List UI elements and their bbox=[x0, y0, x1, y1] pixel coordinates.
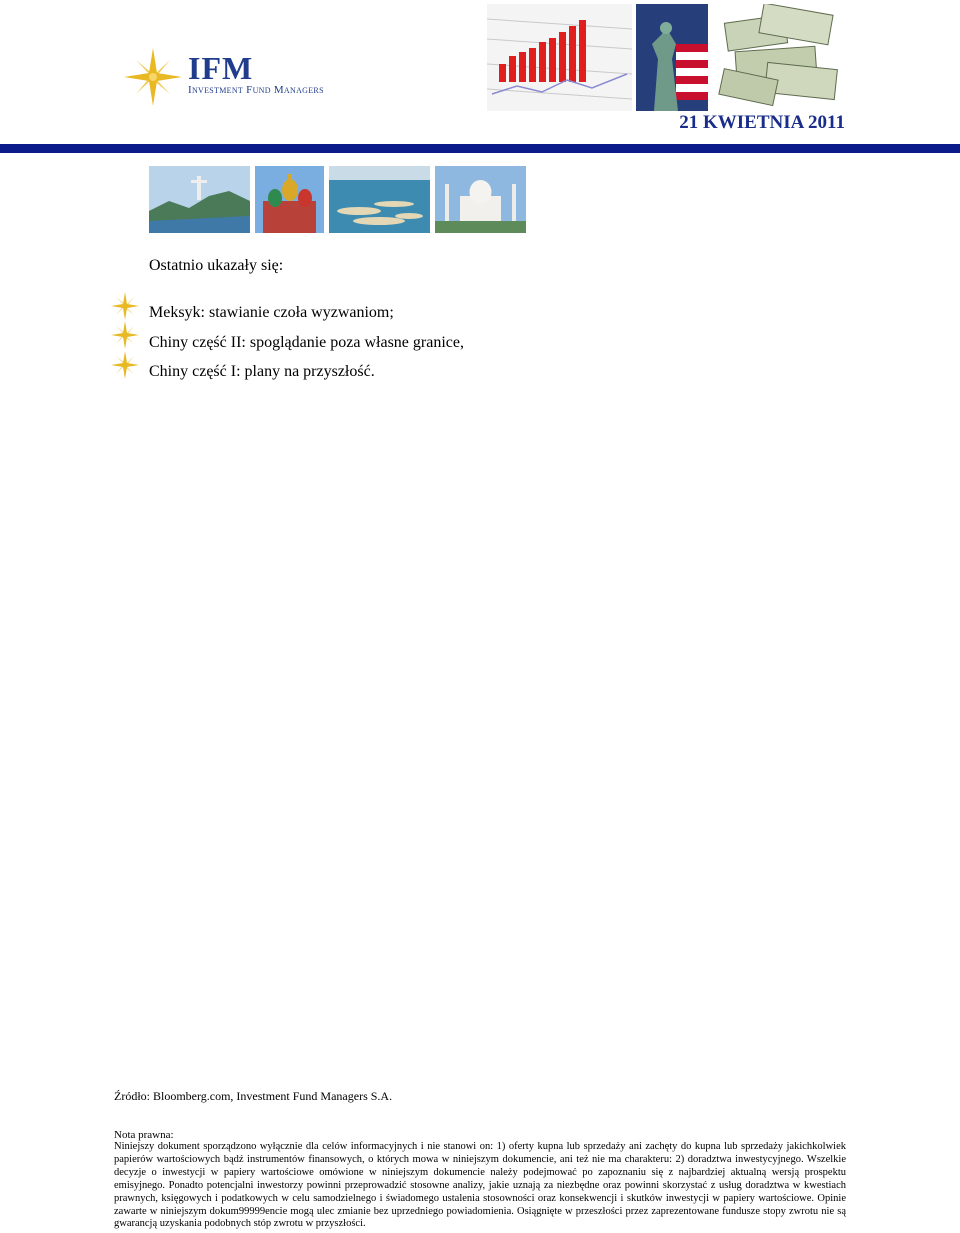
dollar-bills-photo bbox=[716, 4, 844, 111]
star-bullet-icon bbox=[110, 320, 140, 350]
recent-publications-heading: Ostatnio ukazały się: bbox=[149, 257, 284, 274]
star-bullet-icon bbox=[110, 291, 140, 321]
logo-wordmark: IFM bbox=[188, 50, 254, 86]
rio-graphic bbox=[149, 166, 250, 233]
legal-note-title: Nota prawna: bbox=[114, 1129, 174, 1141]
palm-graphic bbox=[329, 166, 430, 233]
moscow-cathedral-photo bbox=[255, 166, 324, 233]
stock-chart-photo bbox=[487, 4, 632, 111]
liberty-graphic bbox=[636, 4, 708, 111]
ifm-logo bbox=[124, 48, 339, 108]
money-graphic bbox=[716, 4, 844, 111]
logo-subtitle: Investment Fund Managers bbox=[188, 84, 324, 96]
header-divider bbox=[0, 144, 960, 153]
report-date: 21 KWIETNIA 2011 bbox=[679, 112, 845, 133]
star-bullet-icon bbox=[110, 350, 140, 380]
taj-mahal-photo bbox=[435, 166, 526, 233]
moscow-graphic bbox=[255, 166, 324, 233]
source-note: Źródło: Bloomberg.com, Investment Fund Managers S.A. bbox=[114, 1089, 393, 1103]
statue-of-liberty-photo bbox=[636, 4, 708, 111]
legal-note-text: Niniejszy dokument sporządzono wyłącznie dla celów informacyjnych i nie stanowi on: 1) oferty kupna lub sprzedaży ani zachęty do kupna lub sprzedaży jakichkolwiek papierów wartościowych bądź instrumentów finansowych, o których mowa w niniejszym dokumencie, ani też nie ma charakteru: 2) doradztwa inwestycyjnego. Wszelkie decyzje o inwestycji w papiery wartościowe omówione w niniejszym dokumencie należy podejmować po zapoznaniu się z najbardziej aktualną wersją prospektu emisyjnego. Ponadto potencjalni inwestorzy powinni przeprowadzić stosowne analizy, jakie uznają za niezbędne oraz powinni skorzystać z usług doradztwa w kwestiach prawnych, księgowych i podatkowych w celu samodzielnego i świadomego ustalenia stosowności oraz konsekwencji i skutków inwestycji w papiery wartościowe. Opinie zawarte w niniejszym dokum99999encie mogą ulec zmianie bez uprzedniego powiadomienia. Osiągnięte w przeszłości przez zaprezentowane fundusze stopy zwrotu nie są gwarancją uzyskania podobnych stóp zwrotu w przyszłości. bbox=[114, 1141, 846, 1230]
palm-islands-photo bbox=[329, 166, 430, 233]
compass-star-icon bbox=[124, 48, 182, 106]
rio-de-janeiro-photo bbox=[149, 166, 250, 233]
recent-item-china-part-1[interactable]: Chiny część I: plany na przyszłość. bbox=[149, 363, 375, 380]
recent-item-mexico[interactable]: Meksyk: stawianie czoła wyzwaniom; bbox=[149, 304, 394, 321]
taj-graphic bbox=[435, 166, 526, 233]
recent-item-china-part-2[interactable]: Chiny część II: spoglądanie poza własne granice, bbox=[149, 334, 464, 351]
stock-chart-graphic bbox=[487, 4, 632, 111]
